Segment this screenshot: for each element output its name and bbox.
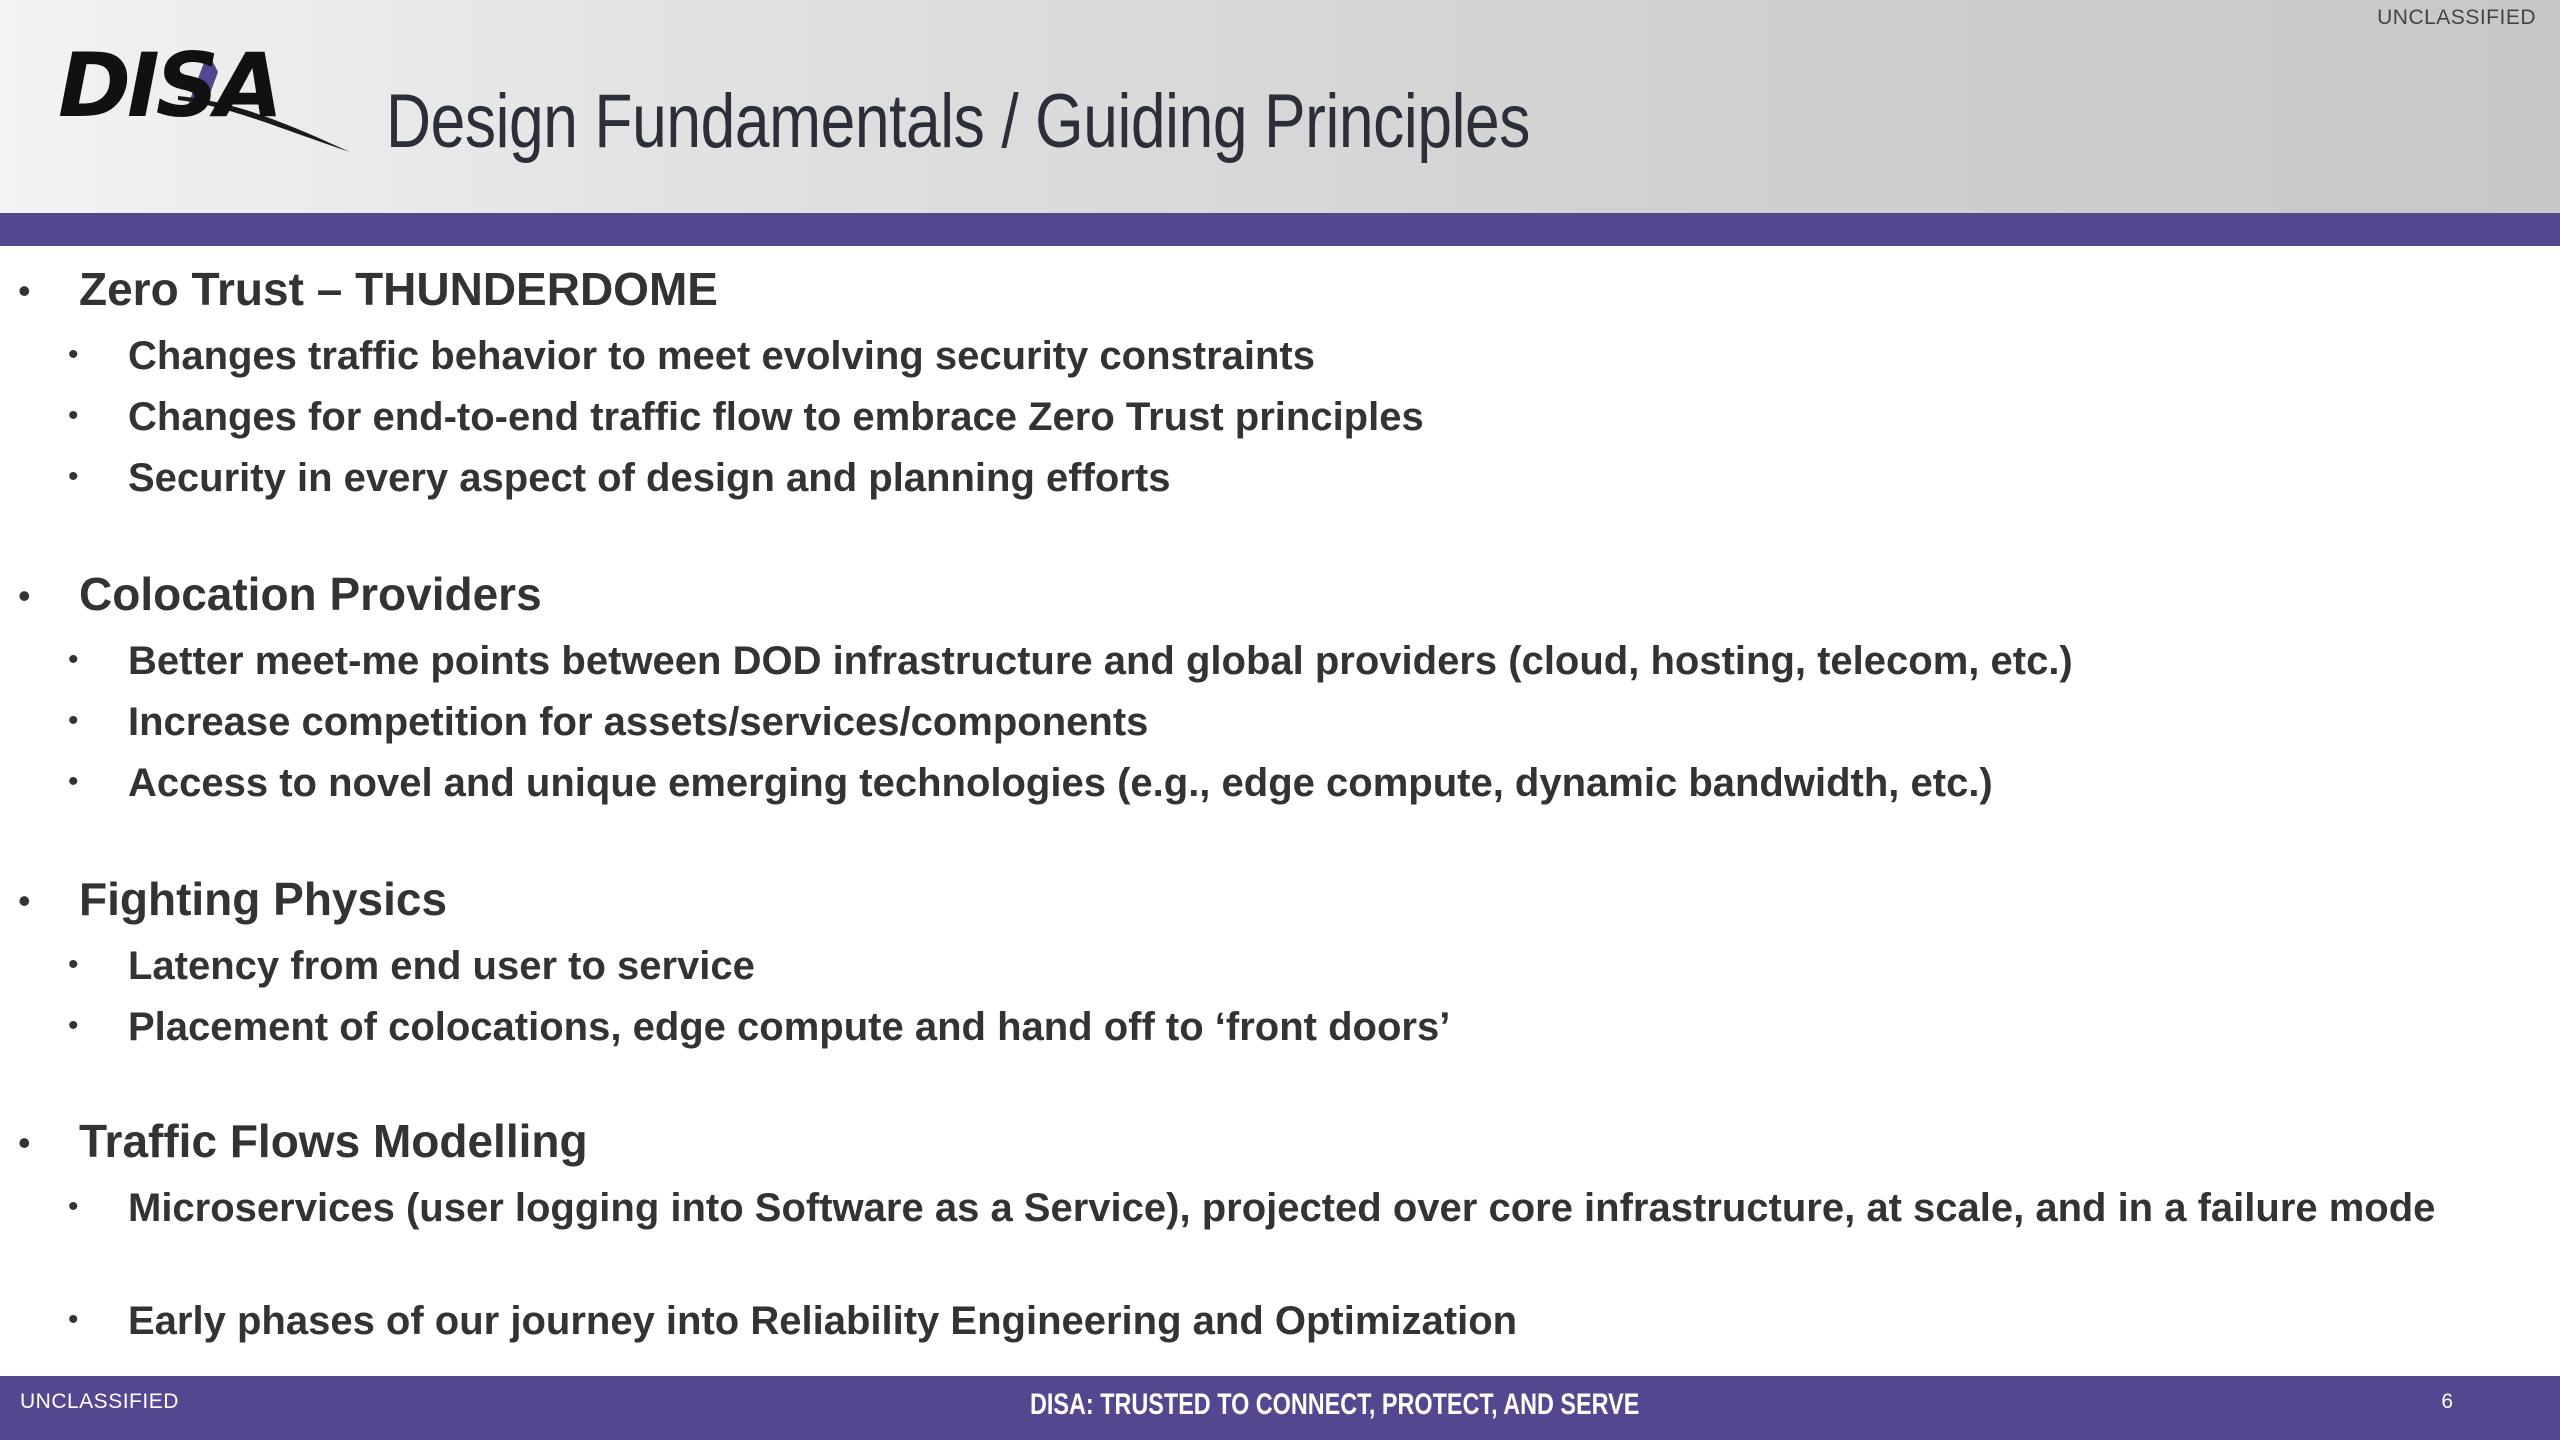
bullet-level-2: • bbox=[68, 643, 79, 676]
bullet-level-2: • bbox=[68, 948, 79, 981]
bullet-level-2: • bbox=[68, 1303, 79, 1336]
classification-marking-bottom: UNCLASSIFIED bbox=[20, 1390, 179, 1413]
bullet-level-1: • bbox=[18, 270, 31, 311]
slide-title: Design Fundamentals / Guiding Principles bbox=[386, 79, 1531, 164]
disa-logo bbox=[58, 34, 358, 160]
classification-marking-top: UNCLASSIFIED bbox=[2377, 6, 2536, 29]
list-item-text: Changes for end-to-end traffic flow to embrace Zero Trust principles bbox=[128, 395, 1424, 439]
bullet-level-2: • bbox=[68, 765, 79, 798]
bullet-level-1: • bbox=[18, 575, 31, 616]
list-item-text: Better meet-me points between DOD infrastructure and global providers (cloud, hosting, telecom, etc.) bbox=[128, 639, 2073, 683]
bullet-level-2: • bbox=[68, 1009, 79, 1042]
bullet-level-2: • bbox=[68, 338, 79, 371]
header-accent-band bbox=[0, 213, 2560, 246]
page-number: 6 bbox=[2441, 1390, 2453, 1413]
slide-footer bbox=[0, 1376, 2560, 1440]
slide-header bbox=[0, 0, 2560, 213]
bullet-level-2: • bbox=[68, 460, 79, 493]
list-item-text: Placement of colocations, edge compute and hand off to ‘front doors’ bbox=[128, 1005, 1451, 1049]
list-item-text: Early phases of our journey into Reliability Engineering and Optimization bbox=[128, 1299, 1518, 1343]
bullet-level-1: • bbox=[18, 880, 31, 921]
list-item-text: Latency from end user to service bbox=[128, 944, 755, 988]
section-heading: Fighting Physics bbox=[79, 873, 448, 925]
list-item-text: Microservices (user logging into Software as a Service), projected over core infrastructure, at scale, and in a failure mode bbox=[128, 1186, 2436, 1230]
logo-wordmark: DISA bbox=[58, 34, 280, 137]
list-item-text: Changes traffic behavior to meet evolving security constraints bbox=[128, 334, 1315, 378]
section-heading: Zero Trust – THUNDERDOME bbox=[79, 263, 718, 315]
bullet-level-2: • bbox=[68, 399, 79, 432]
list-item-text: Access to novel and unique emerging technologies (e.g., edge compute, dynamic bandwidth, etc.) bbox=[128, 761, 1993, 805]
bullet-level-2: • bbox=[68, 1190, 79, 1223]
bullet-level-1: • bbox=[18, 1122, 31, 1163]
footer-tagline: DISA: TRUSTED TO CONNECT, PROTECT, AND SERVE bbox=[1030, 1388, 1640, 1421]
section-heading: Colocation Providers bbox=[79, 568, 542, 620]
slide-body bbox=[0, 246, 2560, 1376]
list-item-text: Increase competition for assets/services/components bbox=[128, 700, 1149, 744]
bullet-level-2: • bbox=[68, 704, 79, 737]
list-item-text: Security in every aspect of design and planning efforts bbox=[128, 456, 1171, 500]
section-heading: Traffic Flows Modelling bbox=[79, 1115, 588, 1167]
